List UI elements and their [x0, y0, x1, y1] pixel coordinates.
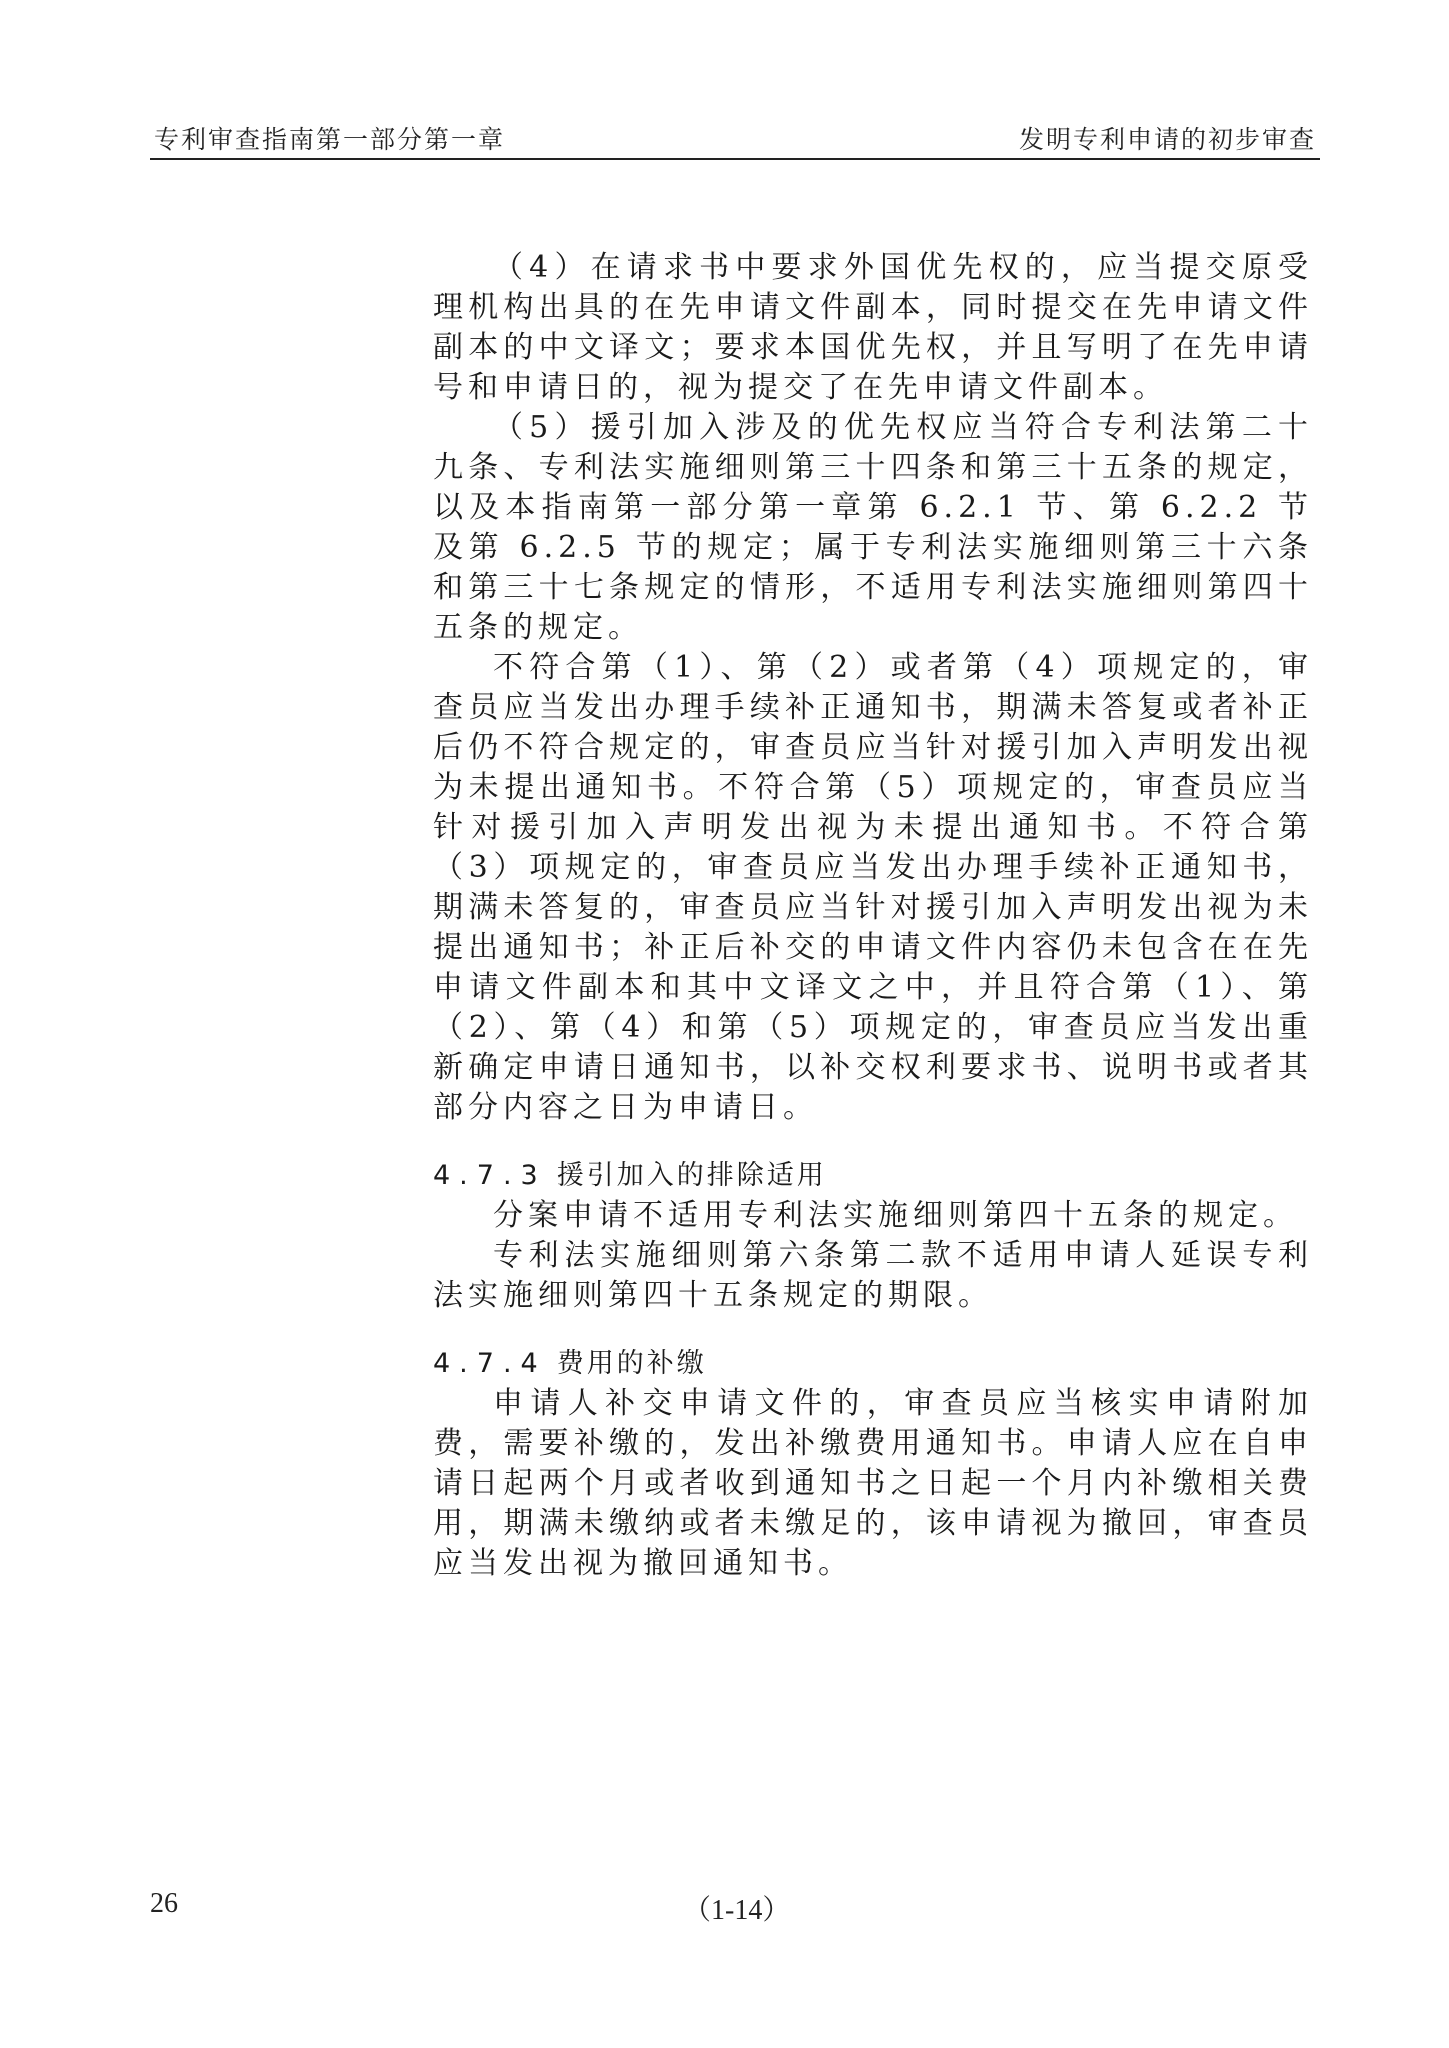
section-number: 4.7.3	[433, 1160, 547, 1191]
running-header	[150, 118, 1320, 160]
section-heading-4-7-4	[433, 1344, 1313, 1384]
paragraph-fee-payment: 申请人补交申请文件的，审查员应当核实申请附加费，需要补缴的，发出补缴费用通知书。申请人应在自申请日起两个月或者收到通知书之日起一个月内补缴相关费用，期满未缴纳或者未缴足的，该申请视为撤回，审查员应当发出视为撤回通知书。	[433, 1386, 1313, 1581]
paragraph-item-4: （4）在请求书中要求外国优先权的，应当提交原受理机构出具的在先申请文件副本，同时提交在先申请文件副本的中文译文；要求本国优先权，并且写明了在先申请号和申请日的，视为提交了在先申请文件副本。	[433, 250, 1313, 405]
section-number: 4.7.4	[433, 1348, 547, 1379]
paragraph-item-5: （5）援引加入涉及的优先权应当符合专利法第二十九条、专利法实施细则第三十四条和第三十五条的规定，以及本指南第一部分第一章第 6.2.1 节、第 6.2.2 节及第 6.2.5 节的规定；属于专利法实施细则第三十六条和第三十七条规定的情形，不适用专利法实施细则第四十五条的规定。	[433, 410, 1313, 645]
header-section-title: 发明专利申请的初步审查	[1018, 125, 1316, 154]
page-number: 26	[150, 1888, 178, 1919]
paragraph-rule-6: 专利法实施细则第六条第二款不适用申请人延误专利法实施细则第四十五条规定的期限。	[433, 1238, 1313, 1313]
section-title: 费用的补缴	[556, 1348, 707, 1379]
chapter-page-code: （1-14）	[683, 1895, 791, 1926]
section-heading-4-7-3	[433, 1156, 1313, 1196]
header-chapter-title: 专利审查指南第一部分第一章	[154, 125, 506, 154]
main-content	[433, 248, 1313, 1584]
paragraph-divisional: 分案申请不适用专利法实施细则第四十五条的规定。	[493, 1198, 1298, 1233]
section-title: 援引加入的排除适用	[556, 1160, 827, 1191]
paragraph-noncompliance: 不符合第（1）、第（2）或者第（4）项规定的，审查员应当发出办理手续补正通知书，期满未答复或者补正后仍不符合规定的，审查员应当针对援引加入声明发出视为未提出通知书。不符合第（5）项规定的，审查员应当针对援引加入声明发出视为未提出通知书。不符合第（3）项规定的，审查员应当发出办理手续补正通知书，期满未答复的，审查员应当针对援引加入声明发出视为未提出通知书；补正后补交的申请文件内容仍未包含在在先申请文件副本和其中文译文之中，并且符合第（1）、第（2）、第（4）和第（5）项规定的，审查员应当发出重新确定申请日通知书，以补交权利要求书、说明书或者其部分内容之日为申请日。	[433, 650, 1313, 1125]
